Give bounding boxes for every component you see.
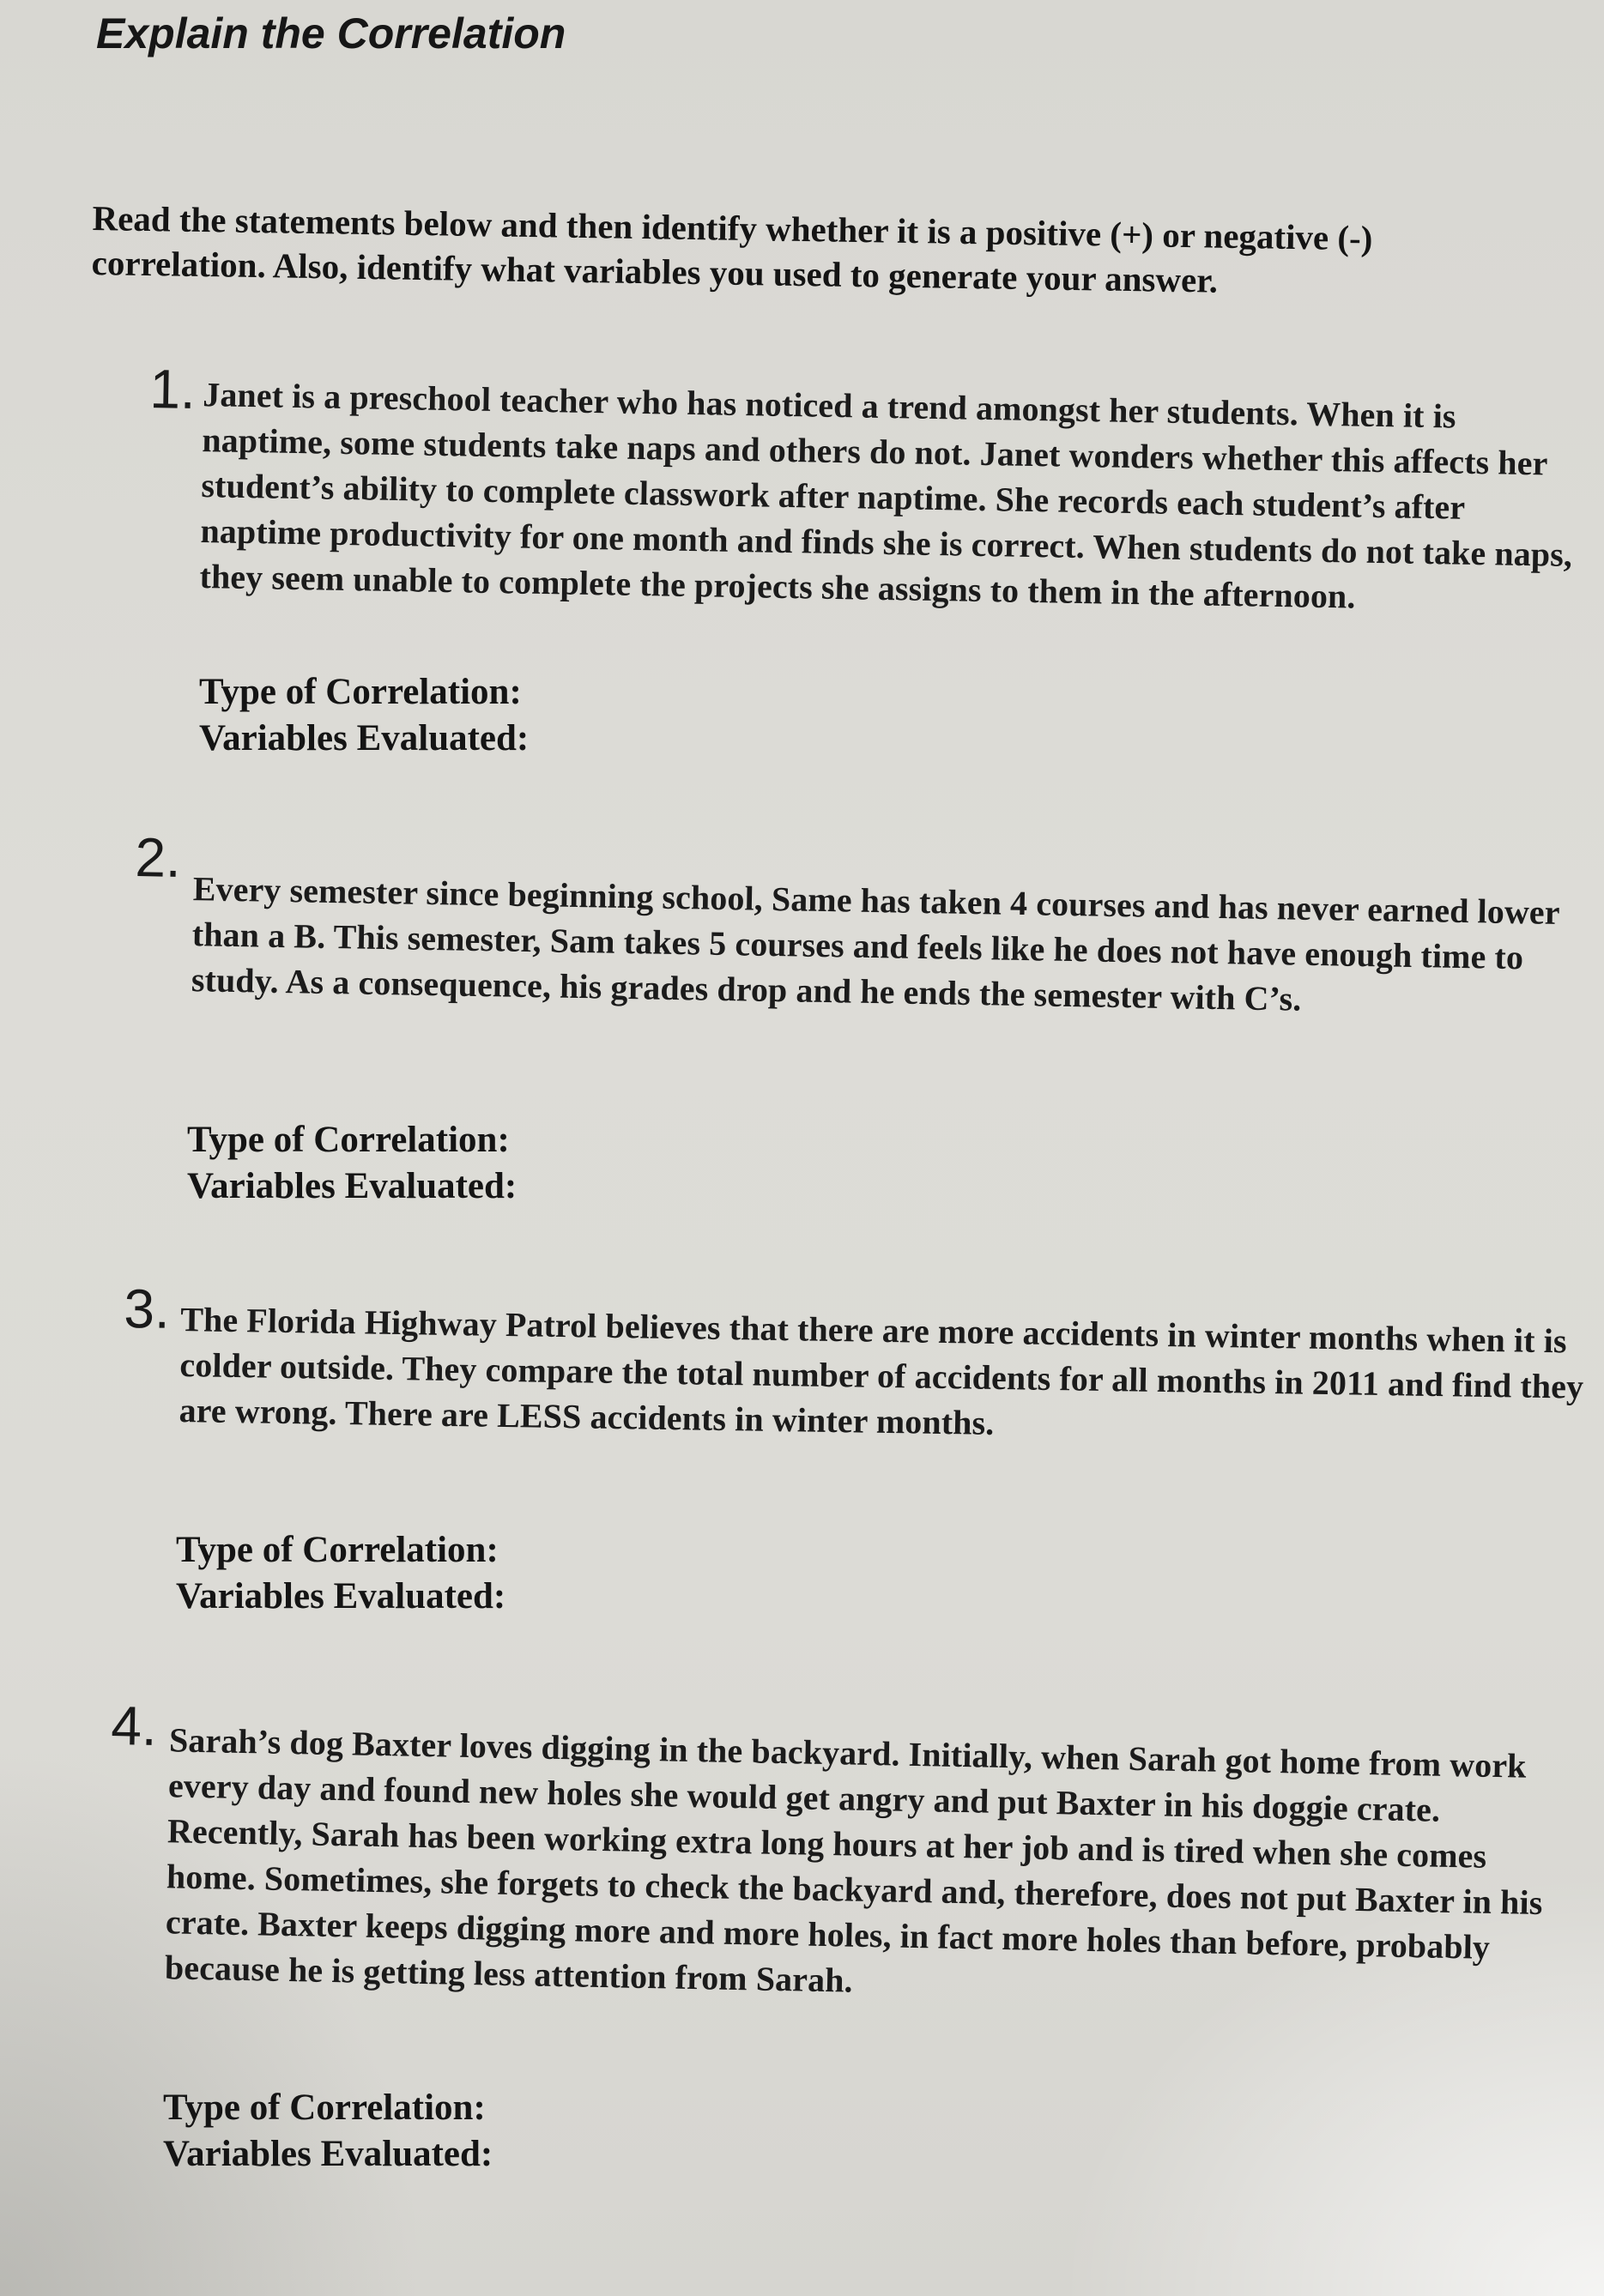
instructions: Read the statements below and then identify whether it is a positive (+) or negative (-) correlation. Also, identify what variables you used to generate your answer.	[91, 197, 1373, 300]
question-text: Janet is a preschool teacher who has noticed a trend amongst her students. When it is naptime, some students take naps and others do not. Janet wonders whether this affects her student’s ability to complete classwork after naptime. She records each student’s after naptime productivity for one month and finds she is correct. When students do not take naps, they seem unable to complete the projects she assigns to them in the afternoon.	[199, 375, 1573, 616]
page-title: Explain the Correlation	[96, 9, 566, 57]
answer-labels-4	[163, 2085, 493, 2178]
question-text: The Florida Highway Patrol believes that there are more accidents in winter months when it is colder outside. They compare the total number of accidents for all months in 2011 and find they are wrong. There are LESS accidents in winter months.	[179, 1300, 1584, 1442]
question-number: 1.	[148, 358, 197, 420]
variables-evaluated-label: Variables Evaluated:	[187, 1166, 518, 1206]
type-of-correlation-label: Type of Correlation:	[176, 1530, 499, 1570]
question-text: Sarah’s dog Baxter loves digging in the backyard. Initially, when Sarah got home from work every day and found new holes she would get angry and put Baxter in his doggie crate. Recently, Sarah has been working extra long hours at her job and is tired when she comes home. Sometimes, she forgets to check the backyard and, therefore, does not put Baxter in his crate. Baxter keeps digging more and more holes, in fact more holes than before, probably because he is getting less attention from Sarah.	[164, 1720, 1543, 2000]
answer-labels-1	[199, 669, 529, 762]
variables-evaluated-label: Variables Evaluated:	[176, 1576, 506, 1616]
variables-evaluated-label: Variables Evaluated:	[199, 718, 530, 758]
question-text: Every semester since beginning school, Same has taken 4 courses and has never earned lower than a B. This semester, Sam takes 5 courses and feels like he does not have enough time to study. As a consequence, his grades drop and he ends the semester with C’s.	[191, 869, 1560, 1018]
answer-labels-2	[187, 1117, 517, 1210]
question-number: 2.	[134, 826, 182, 889]
variables-evaluated-label: Variables Evaluated:	[163, 2134, 493, 2174]
answer-labels-3	[176, 1527, 505, 1620]
question-number: 3.	[123, 1278, 171, 1340]
type-of-correlation-label: Type of Correlation:	[199, 672, 522, 712]
question-number: 4.	[110, 1695, 158, 1758]
type-of-correlation-label: Type of Correlation:	[163, 2088, 486, 2128]
type-of-correlation-label: Type of Correlation:	[187, 1120, 510, 1160]
